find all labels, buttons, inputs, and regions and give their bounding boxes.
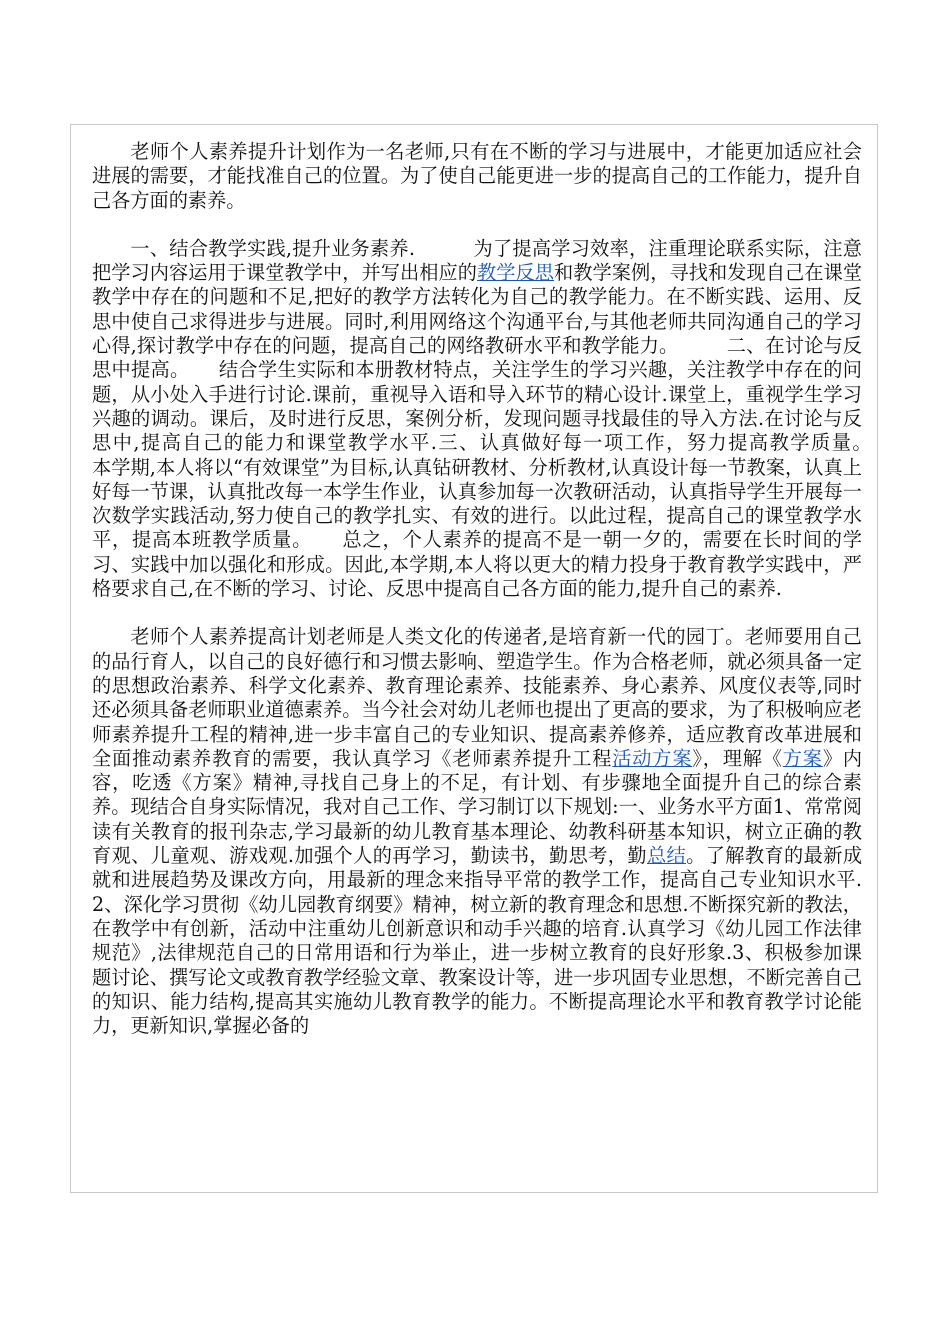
paragraph-plan-one bbox=[92, 236, 901, 601]
text-segment: 》内容，吃透《方案》精神,寻找自己身上的不足，有计划、有步骤地全面提升自己的综合素养。现结合自身实际情况，我对自己工作、学习制订以下规划:一、业务水平方面1、常常阅读有关教育的报刊杂志,学习最新的幼儿教育基本理论、幼教科研基本知识，树立正确的教育观、儿童观、游戏观.加强个人的再学习，勤读书，勤思考，勤 bbox=[92, 746, 863, 868]
paragraph-intro bbox=[92, 140, 862, 213]
text-segment: 。了解教育的最新成就和进展趋势及课改方向，用最新的理念来指导平常的教学工作，提高自己专业知识水平.2、深化学习贯彻《幼儿园教育纲要》精神，树立新的教育理念和思想.不断探究新的教法，在教学中有创新，活动中注重幼儿创新意识和动手兴趣的培育.认真学习《幼儿园工作法律规范》,法律规范自己的日常用语和行为举止，进一步树立教育的良好形象.3、积极参加课题讨论、撰写论文或教育教学经验文章、教案设计等，进一步巩固专业思想，不断完善自己的知识、能力结构,提高其实施幼儿教育教学的能力。不断提高理论水平和教育教学讨论能力，更新知识,掌握必备的 bbox=[92, 844, 863, 1038]
text-segment: 和教学案例，寻找和发现自己在课堂教学中存在的问题和不足,把好的教学方法转化为自己的教学能力。在不断实践、运用、反思中使自己求得进步与进展。同时,利用网络这个沟通平台,与其他老师共同沟通自己的学习心得,探讨教学中存在的问题，提高自己的网络教研水平和教学能力。 二、在讨论与反思中提高。 结合学生实际和本册教材特点，关注学生的学习兴趣，关注教学中存在的问题，从小处入手进行讨论.课前，重视导入语和导入环节的精心设计.课堂上，重视学生学习兴趣的调动。课后，及时进行反思，案例分析，发现问题寻找最佳的导入方法.在讨论与反思中,提高自己的能力和课堂教学水平.三、认真做好每一项工作，努力提高教学质量。 本学期,本人将以“有效课堂”为目标,认真钻研教材、分析教材,认真设计每一节教案，认真上好每一节课，认真批改每一本学生作业，认真参加每一次教研活动，认真指导学生开展每一次数学实践活动,努力使自己的教学扎实、有效的进行。以此过程，提高自己的课堂教学水平，提高本班教学质量。 总之，个人素养的提高不是一朝一夕的，需要在长时间的学习、实践中加以强化和形成。因此,本学期,本人将以更大的精力投身于教育教学实践中，严格要求自己,在不断的学习、讨论、反思中提高自己各方面的能力,提升自己的素养. bbox=[92, 261, 901, 601]
link-fangan[interactable]: 方案 bbox=[782, 746, 823, 770]
text-segment: 老师个人素养提升计划作为一名老师,只有在不断的学习与进展中，才能更加适应社会进展的需要，才能找准自己的位置。为了使自己能更进一步的提高自己的工作能力，提升自己各方面的素养。 bbox=[92, 140, 862, 212]
paragraph-plan-two bbox=[92, 625, 862, 1038]
link-huodong-fangan[interactable]: 活动方案 bbox=[612, 746, 693, 770]
text-segment: 老师个人素养提高计划老师是人类文化的传递者,是培育新一代的园丁。老师要用自己的品行育人，以自己的良好德行和习惯去影响、塑造学生。作为合格老师，就必须具备一定的思想政治素养、科学文化素养、教育理论素养、技能素养、身心素养、风度仪表等,同时还必须具备老师职业道德素养。当今社会对幼儿老师也提出了更高的要求，为了积极响应老师素养提升工程的精神,进一步丰富自己的专业知识、提高素养修养，适应教育改革进展和全面推动素养教育的需要，我认真学习《老师素养提升工程 bbox=[92, 625, 862, 770]
link-zongjie[interactable]: 总结 bbox=[646, 844, 687, 868]
text-segment: 一、结合教学实践,提升业务素养. 为了提高学习效率，注重理论联系实际，注意把学习内容运用于课堂教学中，并写出相应的 bbox=[92, 236, 862, 285]
link-jiaoxue-fansi[interactable]: 教学反思 bbox=[477, 261, 555, 285]
document-body bbox=[92, 140, 901, 1038]
text-segment: 》，理解《 bbox=[692, 746, 783, 770]
